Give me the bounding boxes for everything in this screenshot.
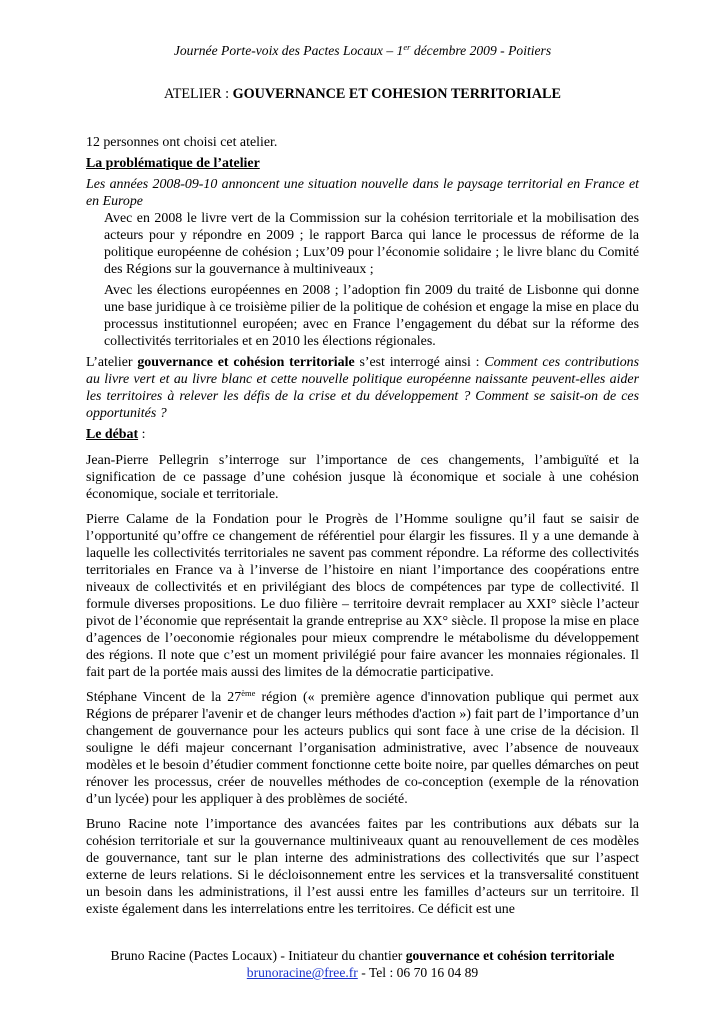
debat-paragraph-4: Bruno Racine note l’importance des avancées faites par les contributions aux débats sur la cohésion territoriale et sur la gouvernance multiniveaux quant au renouvellement de ces modèles de gouvernance, tant sur le plan interne des administrations des collectivités que sur l’aspect externe de leurs relations. Si le décloisonnement entre les services et la transversalité constituent un besoin dans les administrations, il l’est aussi entre les familles d’acteurs sur un territoire. Il existe également dans les interrelations entre les territoires. Ce déficit est une (86, 817, 639, 917)
main-content (86, 134, 639, 918)
question-pre: L’atelier (86, 355, 138, 370)
debat-p3-superscript: ème (241, 688, 256, 698)
header-text-pre: Journée Porte-voix des Pactes Locaux – 1 (173, 43, 404, 58)
workshop-title (0, 86, 725, 103)
footer-tel: - Tel : 06 70 16 04 89 (357, 965, 479, 980)
page-header (0, 42, 725, 59)
debat-paragraph-2: Pierre Calame de la Fondation pour le Progrès de l’Homme souligne qu’il faut se saisir de l’opportunité qu’offre ce changement de référentiel pour élargir les fissures. Il y a une demande à laquelle les collectivités territoriales ne savent pas comment répondre. La réforme des collectivités territoriales en France va à l’inverse de l’histoire en niant l’importance des coopérations entre niveaux de collectivités et en privilégiant des blocs de compétences par type de collectivité. Il formule diverses propositions. Le duo filière – territoire devrait remplacer au XXI° siècle l’acteur pivot de l’économie que représentait la grande entreprise au XX° siècle. Il propose la mise en place d’agences de l’oeconomie régionales pour mieux comprendre le métabolisme du développement des régions. Il note que c’est un moment privilégié pour faire avancer les monnaies régionales. Il fait part de la portée mais aussi des limites de la démocratie participative. (86, 512, 639, 680)
debat-p3-pre: Stéphane Vincent de la 27 (86, 690, 242, 705)
footer-line-1 (0, 947, 725, 964)
debat-p3-post: région (« première agence d'innovation publique qui permet aux Régions de préparer l'avenir et de changer leurs méthodes d'action ») fait part de l’importance d’un changement de gouvernance pour les acteurs publics qui sont face à une crise de la décision. Il souligne le défi majeur concernant l’organisation administrative, avec l’absence de nouveaux modèles et le besoin d’étudier comment fonctionne cette boite noire, par quelles démarches on peut rénover les processus, créer de nouvelles méthodes de co-conception (exemple de la rénovation d’un lycée) pour les appliquer à des problèmes de société. (86, 690, 639, 807)
page-footer (0, 947, 725, 981)
debat-section (86, 426, 639, 443)
footer-author: Bruno Racine (Pactes Locaux) - Initiateur du chantier (110, 948, 406, 963)
debat-paragraph-3 (86, 689, 639, 808)
question-mid: s’est interrogé ainsi : (354, 355, 485, 370)
footer-email-link[interactable]: brunoracine@free.fr (246, 965, 358, 980)
footer-line-2 (0, 964, 725, 981)
question-bold: gouvernance et cohésion territoriale (137, 355, 355, 370)
problematique-lead: Les années 2008-09-10 annoncent une situation nouvelle dans le paysage territorial en France et en Europe (86, 177, 639, 209)
workshop-title-prefix: ATELIER : (164, 86, 233, 102)
debat-paragraph-1: Jean-Pierre Pellegrin s’interroge sur l’importance de ces changements, l’ambiguïté et la signification de ce passage d’une cohésion jusque là économique et sociale à une cohésion économique, sociale et territoriale. (86, 453, 639, 502)
debat-heading-suffix: : (138, 427, 146, 442)
intro-paragraph: 12 personnes ont choisi cet atelier. (86, 135, 278, 150)
debat-heading: Le débat (86, 427, 139, 442)
problematique-item-2: Avec les élections européennes en 2008 ; l’adoption fin 2009 du traité de Lisbonne qui donne une base juridique à ce troisième pilier de la politique de cohésion et engage la mise en place du processus institutionnel européen; avec en France l’engagement du débat sur la réforme des collectivités territoriales et en 2010 les élections régionales. (104, 283, 639, 349)
question-paragraph (86, 354, 639, 422)
problematique-item-1: Avec en 2008 le livre vert de la Commission sur la cohésion territoriale et la mobilisation des acteurs pour y répondre en 2009 ; le rapport Barca qui lance le processus de réforme de la politique européenne de cohésion ; Lux’09 pour l’économie solidaire ; le livre blanc du Comité des Régions sur la gouvernance à multiniveaux ; (104, 211, 639, 277)
footer-chantier: gouvernance et cohésion territoriale (405, 948, 615, 963)
header-superscript: er (403, 42, 411, 52)
header-text-post: décembre 2009 - Poitiers (410, 43, 552, 58)
problematique-section (86, 155, 639, 172)
problematique-heading: La problématique de l’atelier (86, 156, 260, 171)
question-italic: Comment ces contributions au livre vert et au livre blanc et cette nouvelle politique européenne naissante peuvent-elles aider les territoires à relever les défis de la crise et du développement ? Comment se saisit-on de ces opportunités ? (86, 355, 640, 421)
workshop-title-name: GOUVERNANCE ET COHESION TERRITORIALE (232, 86, 561, 102)
